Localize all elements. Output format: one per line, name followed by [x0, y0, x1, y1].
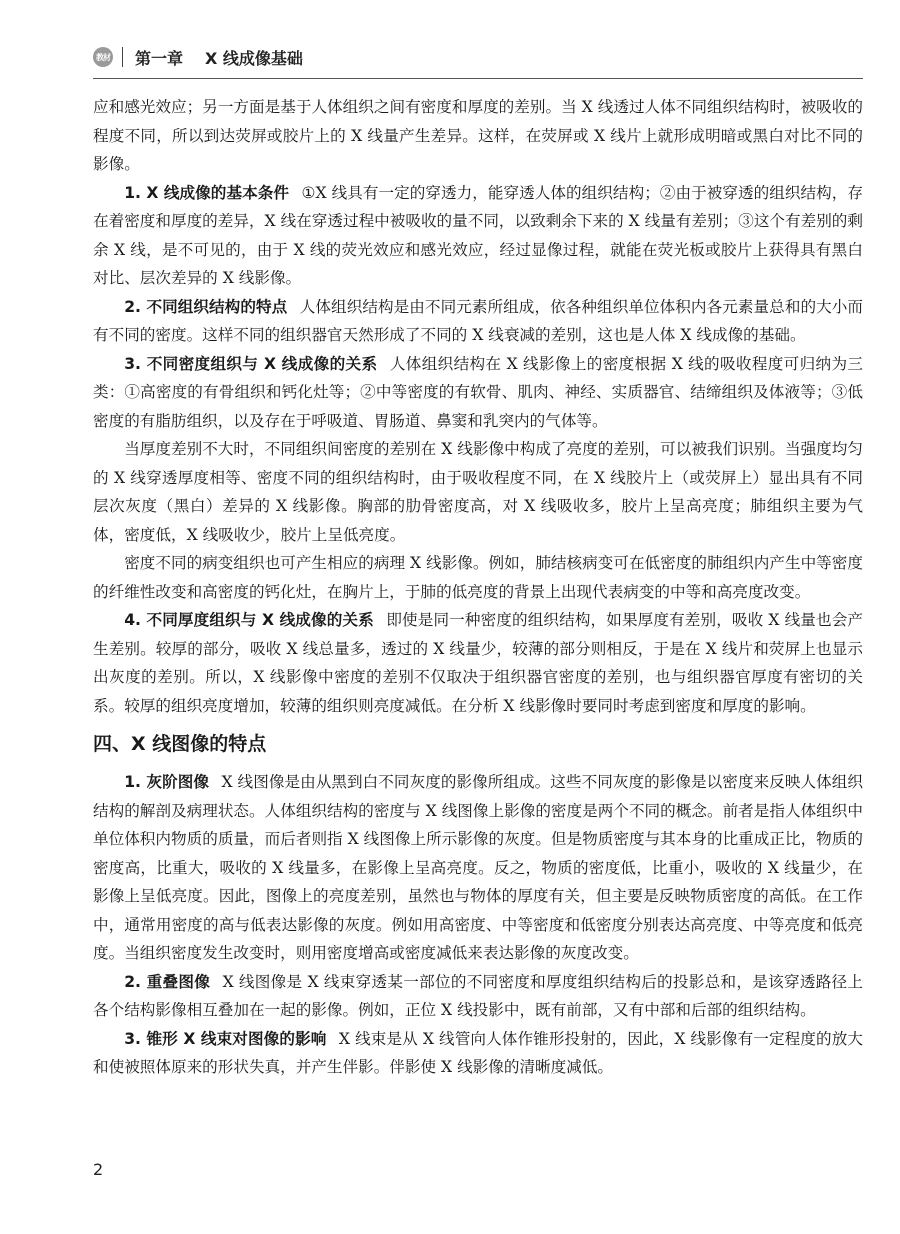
paragraph-thickness-small: 当厚度差别不大时，不同组织间密度的差别在 X 线影像中构成了亮度的差别，可以被我们识别。当强度均匀的 X 线穿透厚度相等、密度不同的组织结构时，由于吸收程度不同，在 X 线胶片上（或荧屏上）显出具有不同层次灰度（黑白）差异的 X 线影像。胸部的肋骨密度高，对 X 线吸收多，胶片上呈高亮度；肺组织主要为气体，密度低，X 线吸收少，胶片上呈低亮度。: [93, 440, 863, 544]
paragraph-thickness-relation: [93, 606, 863, 720]
page-number: 2: [93, 1160, 104, 1179]
paragraph-body: 即使是同一种密度的组织结构，如果厚度有差别，吸收 X 线量也会产生差别。较厚的部分，吸收 X 线总量多，透过的 X 线量少，较薄的部分则相反，于是在 X 线片和荧屏上也显示出灰度的差别。所以，X 线影像中密度的差别不仅取决于组织器官密度的差别，也与组织器官厚度有密切的关系。较厚的组织亮度增加，较薄的组织则亮度减低。在分析 X 线影像时要同时考虑到密度和厚度的影响。: [93, 611, 864, 715]
body-text: [93, 93, 863, 1082]
paragraph-body: X 线图像是 X 线束穿透某一部位的不同密度和厚度组织结构后的投影总和，是该穿透路径上各个结构影像相互叠加在一起的影像。例如，正位 X 线投影中，既有前部，又有中部和后部的组织结构。: [93, 972, 864, 1019]
paragraph-density-relation: [93, 350, 863, 436]
paragraph-body: X 线图像是由从黑到白不同灰度的影像所组成。这些不同灰度的影像是以密度来反映人体组织结构的解剖及病理状态。人体组织结构的密度与 X 线图像上影像的密度是两个不同的概念。前者是指人体组织中单位体积内物质的质量，而后者则指 X 线图像上所示影像的灰度。但是物质密度与其本身的比重成正比，物质的密度高，比重大，吸收的 X 线量多，在影像上呈高亮度。反之，物质的密度低，比重小，吸收的 X 线量少，在影像上呈低亮度。因此，图像上的亮度差别，虽然也与物体的厚度有关，但主要是反映物质密度的高低。在工作中，通常用密度的高与低表达影像的灰度。例如用高密度、中等密度和低密度分别表达高亮度、中等亮度和低亮度。当组织密度发生改变时，则用密度增高或密度减低来表达影像的灰度改变。: [93, 773, 863, 962]
header-rule: [93, 78, 863, 79]
header-divider: [122, 47, 123, 67]
paragraph-imaging-conditions: [93, 179, 863, 293]
paragraph-lead: 4. 不同厚度组织与 X 线成像的关系: [124, 611, 374, 629]
paragraph-tissue-structure: [93, 293, 863, 350]
paragraph-body: X 线束是从 X 线管向人体作锥形投射的，因此，X 线影像有一定程度的放大和使被照体原来的形状失真，并产生伴影。伴影使 X 线影像的清晰度减低。: [93, 1029, 863, 1076]
paragraph-lead: 1. 灰阶图像: [124, 773, 209, 791]
running-header: [93, 40, 853, 74]
paragraph-lead: 3. 不同密度组织与 X 线成像的关系: [124, 354, 378, 373]
header-chapter: 第一章: [135, 48, 184, 68]
paragraph-lead: 2. 重叠图像: [124, 972, 211, 991]
book-seal-icon: [93, 47, 113, 67]
paragraph-lead: 3. 锥形 X 线束对图像的影响: [124, 1029, 327, 1048]
paragraph-continuation: 应和感光效应；另一方面是基于人体组织之间有密度和厚度的差别。当 X 线透过人体不同组织结构时，被吸收的程度不同，所以到达荧屏或胶片上的 X 线量产生差异。这样，在荧屏或 X 线片上就形成明暗或黑白对比不同的影像。: [93, 98, 863, 173]
paragraph-grayscale-image: [93, 768, 863, 968]
paragraph-body: 人体组织结构在 X 线影像上的密度根据 X 线的吸收程度可归纳为三类：①高密度的有骨组织和钙化灶等；②中等密度的有软骨、肌肉、神经、实质器官、结缔组织及体液等；③低密度的有脂肪组织，以及存在于呼吸道、胃肠道、鼻窦和乳突内的气体等。: [93, 354, 863, 430]
paragraph-pathology: 密度不同的病变组织也可产生相应的病理 X 线影像。例如，肺结核病变可在低密度的肺组织内产生中等密度的纤维性改变和高密度的钙化灶，在胸片上，于肺的低亮度的背景上出现代表病变的中等和高亮度改变。: [93, 554, 863, 601]
paragraph-cone-beam: [93, 1025, 863, 1082]
header-title: X 线成像基础: [205, 48, 303, 68]
paragraph-lead: 1. X 线成像的基本条件: [124, 183, 289, 202]
paragraph-body: ①X 线具有一定的穿透力，能穿透人体的组织结构；②由于被穿透的组织结构，存在着密度和厚度的差异，X 线在穿透过程中被吸收的量不同，以致剩余下来的 X 线量有差别；③这个有差别的剩余 X 线，是不可见的，由于 X 线的荧光效应和感光效应，经过显像过程，就能在荧光板或胶片上获得具有黑白对比、层次差异的 X 线影像。: [93, 183, 864, 287]
paragraph-body: 人体组织结构是由不同元素所组成，依各种组织单位体积内各元素量总和的大小而有不同的密度。这样不同的组织器官天然形成了不同的 X 线衰减的差别，这也是人体 X 线成像的基础。: [93, 297, 863, 344]
paragraph-lead: 2. 不同组织结构的特点: [124, 297, 288, 316]
logo-mark: 教材: [96, 52, 110, 62]
paragraph-overlap-image: [93, 968, 863, 1025]
section-heading: 四、X 线图像的特点: [93, 733, 267, 755]
